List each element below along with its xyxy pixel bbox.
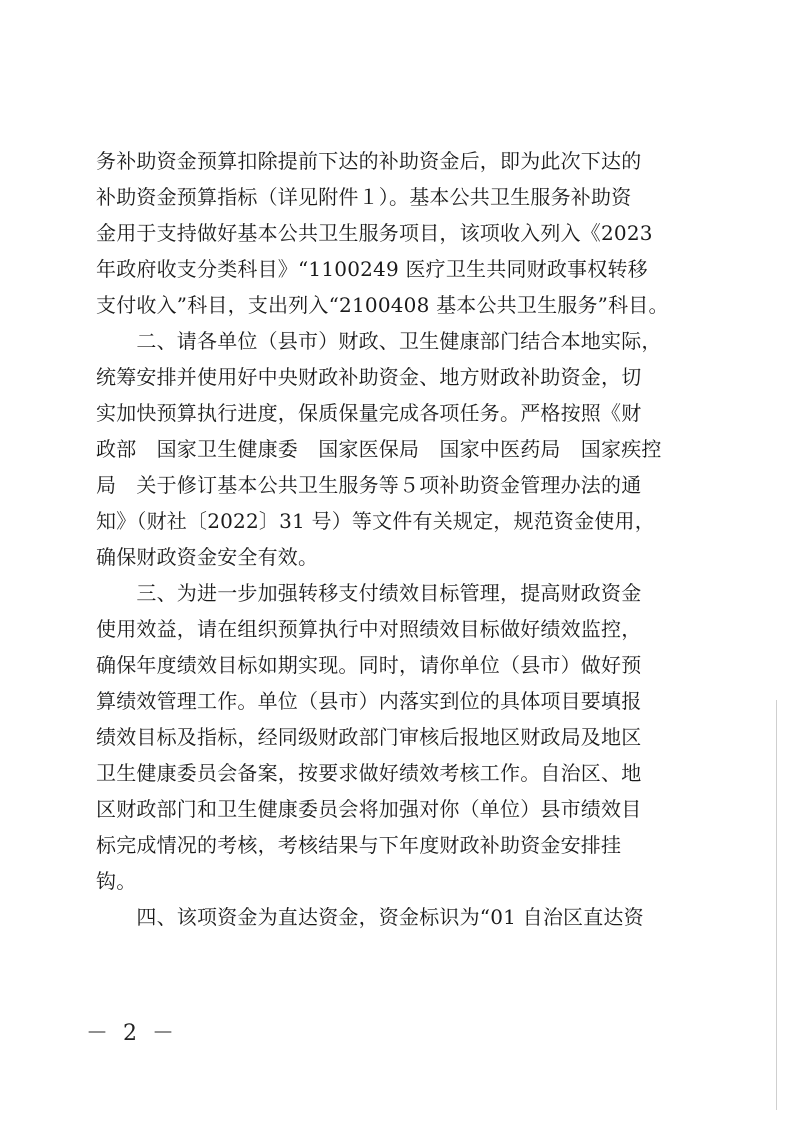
text-line: 务补助资金预算扣除提前下达的补助资金后，即为此次下达的	[96, 149, 642, 173]
scan-edge-divider	[776, 700, 777, 1110]
text-line: 年政府收支分类科目》“1100249 医疗卫生共同财政事权转移	[96, 257, 648, 281]
paragraph-1	[96, 143, 696, 323]
text-line: 确保年度绩效目标如期实现。同时，请你单位（县市）做好预	[96, 653, 642, 677]
text-line: 金用于支持做好基本公共卫生服务项目，该项收入列入《2023	[96, 221, 653, 245]
paragraph-3	[96, 575, 696, 899]
text-line: 卫生健康委员会备案，按要求做好绩效考核工作。自治区、地	[96, 761, 642, 785]
text-line: 绩效目标及指标，经同级财政部门审核后报地区财政局及地区	[96, 725, 642, 749]
paragraph-4	[96, 899, 696, 935]
text-line: 三、为进一步加强转移支付绩效目标管理，提高财政资金	[96, 581, 642, 605]
text-line: 标完成情况的考核，考核结果与下年度财政补助资金安排挂	[96, 833, 622, 857]
text-line: 使用效益，请在组织预算执行中对照绩效目标做好绩效监控，	[96, 617, 642, 641]
text-line: 实加快预算执行进度，保质保量完成各项任务。严格按照《财	[96, 401, 642, 425]
text-line: 四、该项资金为直达资金，资金标识为“01 自治区直达资	[96, 905, 644, 929]
text-line: 支付收入”科目，支出列入“2100408 基本公共卫生服务”科目。	[96, 293, 669, 317]
text-line: 政部 国家卫生健康委 国家医保局 国家中医药局 国家疾控	[96, 437, 662, 461]
paragraph-2	[96, 323, 696, 575]
page-number: － 2 －	[86, 1021, 178, 1046]
text-line: 知》（财社〔2022〕31 号）等文件有关规定，规范资金使用，	[96, 509, 655, 533]
text-line: 统筹安排并使用好中央财政补助资金、地方财政补助资金，切	[96, 365, 642, 389]
text-line: 二、请各单位（县市）财政、卫生健康部门结合本地实际，	[96, 329, 662, 353]
text-line: 确保财政资金安全有效。	[96, 545, 319, 569]
text-line: 补助资金预算指标（详见附件１）。基本公共卫生服务补助资	[96, 185, 632, 209]
text-line: 算绩效管理工作。单位（县市）内落实到位的具体项目要填报	[96, 689, 642, 713]
text-line: 钩。	[96, 869, 137, 893]
document-body	[96, 143, 696, 935]
text-line: 区财政部门和卫生健康委员会将加强对你（单位）县市绩效目	[96, 797, 642, 821]
text-line: 局 关于修订基本公共卫生服务等５项补助资金管理办法的通	[96, 473, 642, 497]
